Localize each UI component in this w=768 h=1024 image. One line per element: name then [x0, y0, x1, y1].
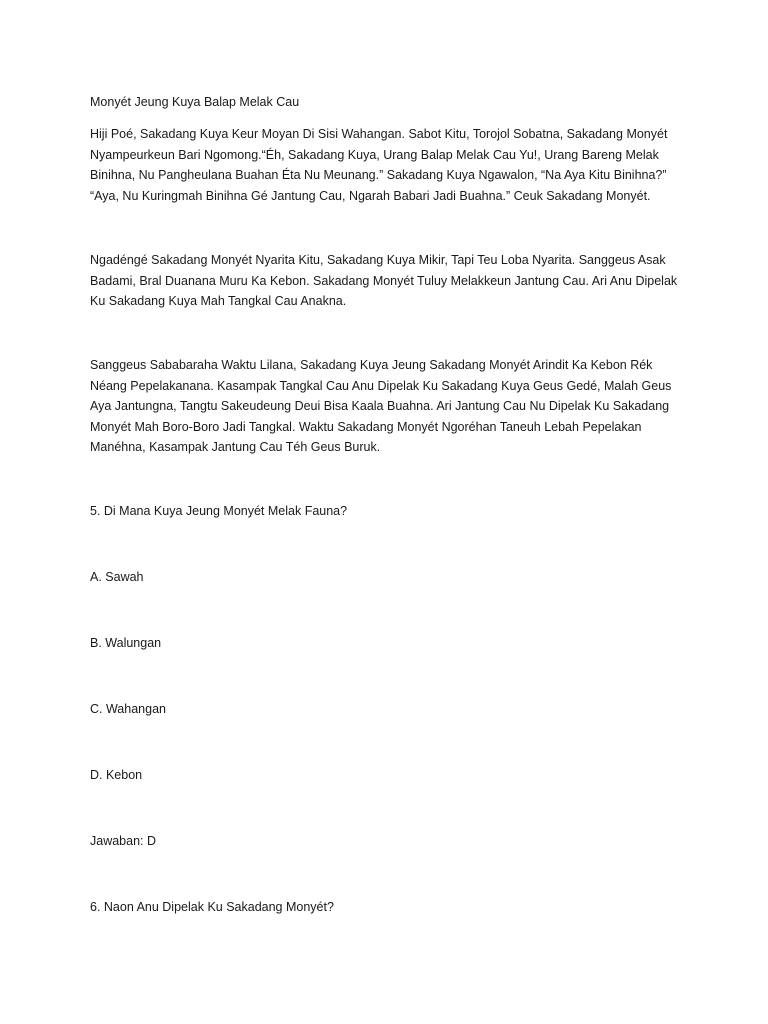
option-d: D. Kebon: [90, 768, 143, 782]
story-paragraph-3: Sanggeus Sababaraha Waktu Lilana, Sakadang Kuya Jeung Sakadang Monyét Arindit Ka Kebon Rék Néang Pepelakanana. Kasampak Tangkal Cau Anu Dipelak Ku Sakadang Kuya Geus Gedé, Malah Geus Aya Jantungna, Tangtu Sakeudeung Deui Bisa Kaala Buahna. Ari Jantung Cau Nu Dipelak Ku Sakadang Monyét Mah Boro-Boro Jadi Tangkal. Waktu Sakadang Monyét Ngoréhan Taneuh Lebah Pepelakan Manéhna, Kasampak Jantung Cau Téh Geus Buruk.: [90, 358, 672, 454]
question-5: 5. Di Mana Kuya Jeung Monyét Melak Fauna?: [90, 504, 348, 518]
story-paragraph-1: Hiji Poé, Sakadang Kuya Keur Moyan Di Sisi Wahangan. Sabot Kitu, Torojol Sobatna, Sakadang Monyét Nyampeurkeun Bari Ngomong.“Éh, Sakadang Kuya, Urang Balap Melak Cau Yu!, Urang Bareng Melak Binihna, Nu Pangheulana Buahan Éta Nu Meunang.” Sakadang Kuya Ngawalon, “Na Aya Kitu Binihna?” “Aya, Nu Kuringmah Binihna Gé Jantung Cau, Ngarah Babari Jadi Buahna.” Ceuk Sakadang Monyét.: [90, 127, 668, 203]
story-paragraph-2: Ngadéngé Sakadang Monyét Nyarita Kitu, Sakadang Kuya Mikir, Tapi Teu Loba Nyarita. Sanggeus Asak Badami, Bral Duanana Muru Ka Kebon. Sakadang Monyét Tuluy Melakkeun Jantung Cau. Ari Anu Dipelak Ku Sakadang Kuya Mah Tangkal Cau Anakna.: [90, 253, 678, 308]
option-c: C. Wahangan: [90, 702, 166, 716]
story-title: Monyét Jeung Kuya Balap Melak Cau: [90, 95, 300, 109]
option-b: B. Walungan: [90, 636, 162, 650]
answer-text: Jawaban: D: [90, 834, 157, 848]
question-6: 6. Naon Anu Dipelak Ku Sakadang Monyét?: [90, 900, 334, 914]
option-a: A. Sawah: [90, 570, 144, 584]
